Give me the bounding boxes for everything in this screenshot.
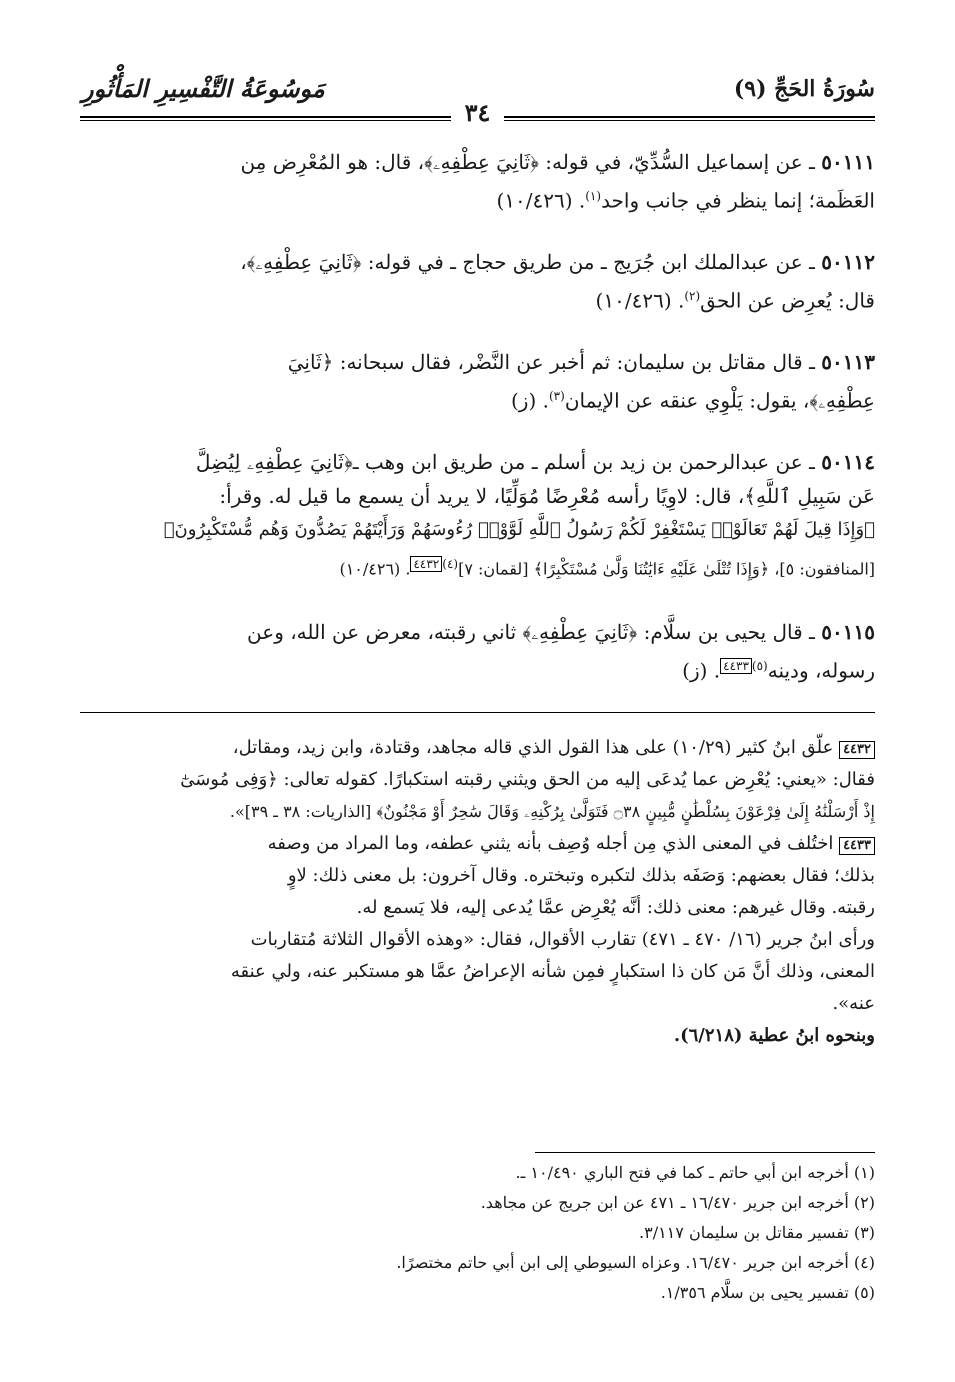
- entry-text: عِطْفِهِۦ﴾، يقول: يَلْوِي عنقه عن الإيمان: [564, 388, 875, 413]
- footnote: (٢) أخرجه ابن جرير ١٦/٤٧٠ ـ ٤٧١ عن ابن جريج عن مجاهد.: [480, 1193, 875, 1212]
- entry-text: ـ عن إسماعيل السُّدِّيّ، في قوله: ﴿ثَانِيَ عِطْفِهِۦ﴾، قال: هو المُعْرِض مِن: [240, 150, 815, 174]
- entry-text: قال: يُعرِض عن الحق: [700, 288, 875, 313]
- narration-entry: [80, 345, 875, 418]
- footnote-ref[interactable]: (١): [585, 189, 602, 203]
- footnote-ref[interactable]: (٤): [442, 557, 459, 571]
- note-text: رقبته. وقال غيرهم: معنى ذلك: أنَّه يُعْرِض عمَّا يُدعى إليه، فلا يَسمع له.: [356, 897, 875, 918]
- surah-title: سُورَةُ الحَجِّ (٩): [733, 76, 875, 102]
- note-text: إِذْ أَرْسَلْنَٰهُ إِلَىٰ فِرْعَوْنَ بِسُلْطَٰنٍ مُّبِينٍ ۝٣٨ فَتَوَلَّىٰ بِرُكْنِهِۦ وَقَالَ سَٰحِرٌ أَوْ مَجْنُونٌ﴾ [الذاريات: ٣٨ ـ ٣٩]».: [229, 802, 875, 821]
- note-text: اختُلف في المعنى الذي مِن أجله وُصِف بأنه يثني عطفه، وما المراد من وصفه: [267, 833, 834, 854]
- footnote: (٣) تفسير مقاتل بن سليمان ٣/١١٧.: [639, 1223, 875, 1242]
- entry-number: ٥٠١١٥: [821, 620, 875, 644]
- entry-text: العَظَمة؛ إنما ينظر في جانب واحد: [601, 188, 875, 213]
- note-text: ورأى ابنُ جرير (١٦/ ٤٧٠ ـ ٤٧١) تقارب الأقوال، فقال: «وهذه الأقوال الثلاثة مُتقاربات: [250, 929, 875, 950]
- footnote: (٥) تفسير يحيى بن سلَّام ١/٣٥٦.: [660, 1283, 875, 1302]
- entry-number: ٥٠١١٤: [821, 450, 875, 474]
- volume-ref: . (١٠/٤٢٦): [496, 188, 586, 213]
- entry-number: ٥٠١١٢: [821, 250, 875, 274]
- footnote-ref[interactable]: (٥): [751, 659, 768, 673]
- note-text: فقال: «يعني: يُعْرِض عما يُدعَى إليه من الحق ويثني رقبته استكبارًا. كقوله تعالى: ﴿وَفِى مُوسَىٰٓ: [180, 769, 875, 790]
- note-tag: ٤٤٣٣: [839, 837, 875, 855]
- commentary-note: [80, 828, 875, 1052]
- narration-entry: [80, 615, 875, 688]
- notes-separator: [80, 712, 875, 713]
- entry-text: [المنافقون: ٥]، ﴿وَإِذَا تُتْلَىٰ عَلَيْهِ ءَايَٰتُنَا وَلَّىٰ مُسْتَكْبِرًا﴾ [لقمان: ٧]: [458, 559, 875, 579]
- note-text: بذلك؛ فقال بعضهم: وَصَفَه بذلك لتكبره وتبختره. وقال آخرون: بل معنى ذلك: لاوٍ: [287, 865, 875, 886]
- footnote-ref[interactable]: (٣): [548, 389, 565, 403]
- page-number: ٣٤: [451, 98, 505, 127]
- entry-text: ـ قال مقاتل بن سليمان: ثم أخبر عن النَّضْر، فقال سبحانه: ﴿ثَانِيَ: [287, 350, 815, 374]
- footnotes: [80, 1158, 875, 1308]
- narration-entry: [80, 445, 875, 586]
- note-ref-box[interactable]: ٤٤٣٢: [410, 556, 442, 572]
- narration-entry: [80, 245, 875, 318]
- book-title: مَوسُوعَةُ التَّفْسِيرِ المَأْثُورِ: [82, 74, 325, 103]
- note-text: المعنى، وذلك أنَّ مَن كان ذا استكبارٍ فمِن شأنه الإعراضُ عمَّا هو مستكبر عنه، ولي عنقه: [230, 961, 875, 982]
- entry-number: ٥٠١١٣: [821, 350, 875, 374]
- volume-ref: . (١٠/٤٢٦): [595, 288, 685, 313]
- entry-number: ٥٠١١١: [821, 150, 875, 174]
- volume-ref: . (ز): [682, 658, 721, 683]
- entry-text: عَن سَبِيلِ ٱللَّهِ﴾، قال: لاوِيًا رأسه مُعْرِضًا مُوَلِّيًا، لا يريد أن يسمع ما قيل له. وقرأ:: [219, 484, 875, 508]
- note-text: وبنحوه ابنُ عطية (٦/٢١٨).: [673, 1025, 875, 1046]
- page-number-wrap: [0, 98, 955, 127]
- footnote: (٤) أخرجه ابن جرير ١٦/٤٧٠. وعزاه السيوطي إلى ابن أبي حاتم مختصرًا.: [396, 1253, 875, 1272]
- entry-text: ـ عن عبدالملك ابن جُرَيج ـ من طريق حجاج ـ في قوله: ﴿ثَانِيَ عِطْفِهِۦ﴾،: [240, 250, 815, 274]
- footnote: (١) أخرجه ابن أبي حاتم ـ كما في فتح الباري ١٠/٤٩٠ ـ.: [515, 1163, 875, 1182]
- volume-ref: . (ز): [511, 388, 549, 413]
- footnote-ref[interactable]: (٢): [684, 289, 701, 303]
- note-ref-box[interactable]: ٤٤٣٣: [720, 658, 752, 674]
- volume-ref: . (١٠/٤٢٦): [339, 559, 411, 579]
- narration-entry: [80, 145, 875, 218]
- entry-text: ﴿وَإِذَا قِيلَ لَهُمْ تَعَالَوْا۟ يَسْتَغْفِرْ لَكُمْ رَسُولُ ٱللَّهِ لَوَّوْا۟ رُءُوسَهُمْ وَرَأَيْتَهُمْ يَصُدُّونَ وَهُم مُّسْتَكْبِرُونَ﴾: [163, 519, 875, 540]
- footnotes-separator: [535, 1152, 875, 1153]
- entry-text: ـ عن عبدالرحمن بن زيد بن أسلم ـ من طريق ابن وهب ـ﴿ثَانِيَ عِطْفِهِۦ لِيُضِلَّ: [195, 450, 815, 474]
- note-tag: ٤٤٣٢: [839, 741, 875, 759]
- note-text: عنه».: [832, 993, 875, 1014]
- commentary-note: [80, 732, 875, 828]
- entry-text: ـ قال يحيى بن سلَّام: ﴿ثَانِيَ عِطْفِهِۦ﴾ ثاني رقبته، معرض عن الله، وعن: [247, 620, 815, 644]
- note-text: علّق ابنُ كثير (١٠/٢٩) على هذا القول الذي قاله مجاهد، وقتادة، وابن زيد، ومقاتل،: [232, 737, 834, 758]
- entry-text: رسوله، ودينه: [767, 658, 875, 683]
